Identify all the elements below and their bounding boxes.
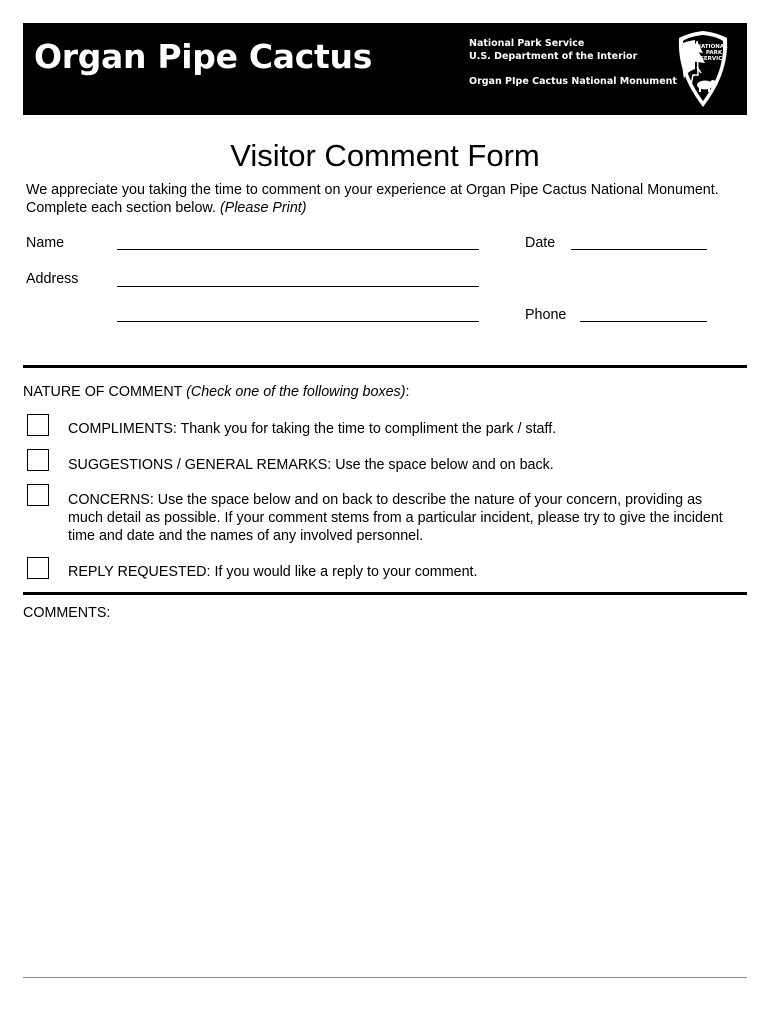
intro-text: [26, 181, 726, 217]
comments-label: COMMENTS:: [23, 605, 111, 621]
nps-arrowhead-icon: [675, 29, 731, 109]
header-banner: [23, 23, 747, 115]
unit-name: Organ PIpe Cactus National Monument: [469, 76, 677, 87]
date-field-line[interactable]: [571, 249, 707, 250]
divider-bottom: [23, 592, 747, 595]
phone-label: Phone: [525, 307, 567, 323]
suggestions-checkbox[interactable]: [27, 449, 49, 471]
footer-line: [23, 977, 747, 978]
comments-area[interactable]: [23, 628, 747, 968]
suggestions-option: SUGGESTIONS / GENERAL REMARKS: Use the space below and on back.: [68, 457, 554, 473]
address-field-line-1[interactable]: [117, 286, 479, 287]
agency-block: [469, 37, 677, 88]
logo-text-national: NATIONAL: [696, 44, 728, 50]
date-label: Date: [525, 235, 556, 251]
reply-requested-checkbox[interactable]: [27, 557, 49, 579]
name-label: Name: [26, 235, 65, 251]
compliments-option: COMPLIMENTS: Thank you for taking the time to compliment the park / staff.: [68, 421, 557, 437]
intro-note: (Please Print): [219, 200, 307, 216]
address-label: Address: [26, 271, 79, 287]
reply-requested-option: REPLY REQUESTED: If you would like a reply to your comment.: [68, 564, 478, 580]
logo-text-park: PARK: [705, 50, 723, 56]
form-title: Visitor Comment Form: [230, 138, 540, 173]
divider-top: [23, 365, 747, 368]
compliments-checkbox[interactable]: [27, 414, 49, 436]
nature-instruction: (Check one of the following boxes): [186, 384, 406, 400]
address-field-line-2[interactable]: [117, 321, 479, 322]
nature-heading-text: NATURE OF COMMENT: [23, 384, 183, 400]
nature-colon: :: [405, 384, 410, 400]
department-name: U.S. Department of the Interior: [469, 51, 638, 62]
phone-field-line[interactable]: [580, 321, 707, 322]
intro-body: We appreciate you taking the time to comment on your experience at Organ Pipe Cactus National Monument. Complete each section below.: [26, 182, 719, 216]
concerns-checkbox[interactable]: [27, 484, 49, 506]
name-field-line[interactable]: [117, 249, 479, 250]
park-name: Organ Pipe Cactus: [34, 37, 373, 76]
nature-heading: [23, 384, 409, 400]
logo-text-service: SERVICE: [699, 56, 727, 62]
concerns-option: CONCERNS: Use the space below and on back to describe the nature of your concern, providing as much detail as possible. If your comment stems from a particular incident, please try to give the incident time and date and the names of any involved personnel.: [68, 492, 723, 544]
agency-name: National Park Service: [469, 38, 585, 49]
